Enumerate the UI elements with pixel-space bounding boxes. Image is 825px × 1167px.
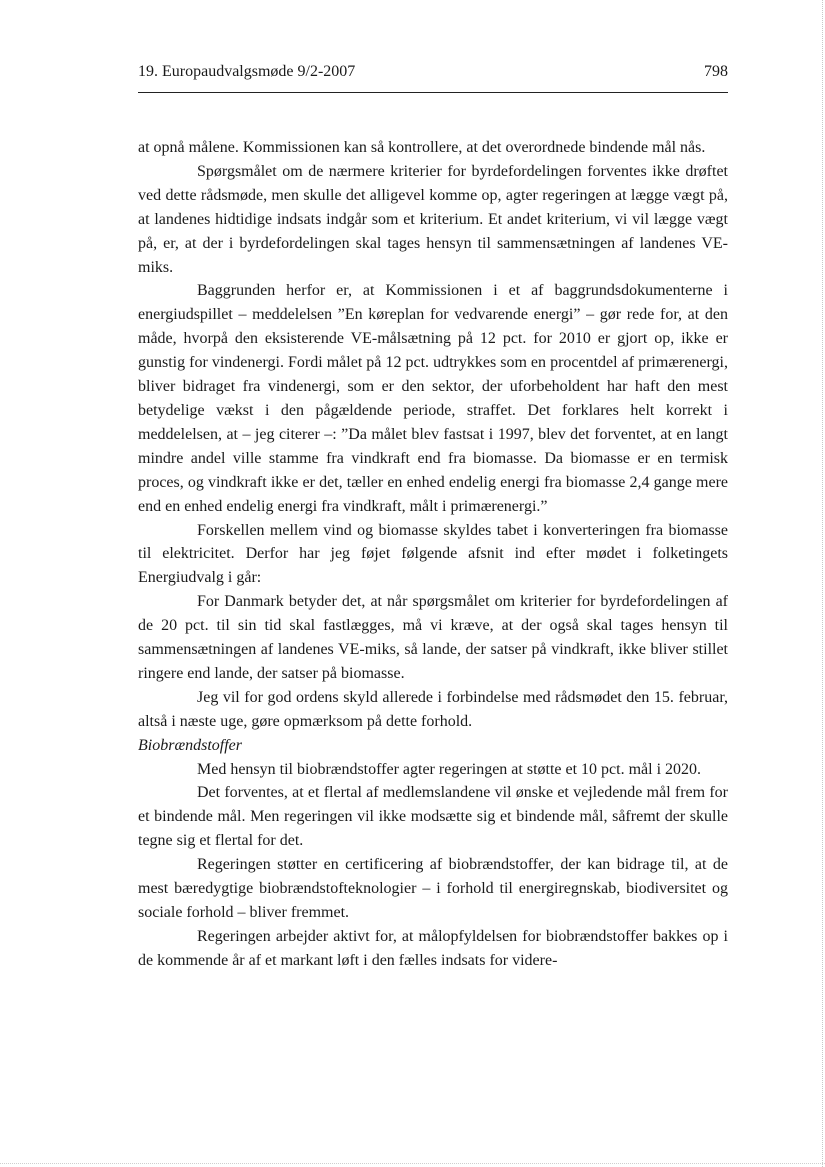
section-heading-biobraendstoffer: Biobrændstoffer: [138, 736, 243, 754]
paragraph-byrdefordeling: Spørgsmålet om de nærmere kriterier for byrdefordelingen forventes ikke drøftet ved dette rådsmøde, men skulle det alligevel komme op, agter regeringen at lægge vægt på, at landenes hidtidige indsats indgår som et kriterium. Et andet kriterium, vi vil lægge vægt på, er, at der i byrdefordelingen skal tages hensyn til sammensætningen af landenes VE-miks.: [138, 162, 728, 276]
body-text: [138, 136, 728, 973]
paragraph-for-danmark: For Danmark betyder det, at når spørgsmålet om kriterier for byrdefordelingen af de 20 pct. til sin tid skal fastlægges, må vi kræve, at der også skal tages hensyn til sammensætningen af landenes VE-miks, så lande, der satser på vindkraft, ikke bliver stillet ringere end lande, der satser på biomasse.: [138, 593, 728, 682]
scan-edge-bottom: [0, 1163, 825, 1164]
paragraph-forskellen: Forskellen mellem vind og biomasse skyldes tabet i konverteringen fra biomasse til elektricitet. Derfor har jeg føjet følgende afsnit ind efter mødet i folketingets Energiudvalg i går:: [138, 521, 728, 587]
paragraph-maalopfyldelse: Regeringen arbejder aktivt for, at målopfyldelsen for biobrændstoffer bakkes op i de kommende år af et markant løft i den fælles indsats for videre-: [138, 927, 728, 969]
header-rule: [138, 92, 728, 93]
paragraph-god-ordens-skyld: Jeg vil for god ordens skyld allerede i forbindelse med rådsmødet den 15. februar, altså i næste uge, gøre opmærksom på dette forhold.: [138, 688, 728, 730]
page-number: 798: [704, 63, 728, 80]
running-header: [138, 62, 728, 86]
paragraph-continuation: at opnå målene. Kommissionen kan så kontrollere, at det overordnede bindende mål nås.: [138, 139, 706, 156]
paragraph-flertal: Det forventes, at et flertal af medlemslandene vil ønske et vejledende mål frem for et bindende mål. Men regeringen vil ikke modsætte sig et bindende mål, såfremt der skulle tegne sig et flertal for det.: [138, 784, 728, 850]
paragraph-10-pct-maal: Med hensyn til biobrændstoffer agter regeringen at støtte et 10 pct. mål i 2020.: [197, 760, 702, 778]
scan-edge-right: [822, 0, 823, 1167]
paragraph-baggrund: Baggrunden herfor er, at Kommissionen i et af baggrundsdokumenterne i energiudspillet – meddelelsen ”En køreplan for vedvarende energi” – gør rede for, at den måde, hvorpå den eksisterende VE-målsætning på 12 pct. for 2010 er gjort op, ikke er gunstig for vindenergi. Fordi målet på 12 pct. udtrykkes som en procentdel af primærenergi, bliver bidraget fra vindenergi, som er den sektor, der uforbeholdent har haft den mest betydelige vækst i den pågældende periode, straffet. Det forklares helt korrekt i meddelelsen, at – jeg citerer –: ”Da målet blev fastsat i 1997, blev det forventet, at en langt mindre andel ville stamme fra vindkraft end fra biomasse. Da biomasse er en termisk proces, og vindkraft ikke er det, tæller en enhed endelig energi fra biomasse 2,4 gange mere end en enhed endelig energi fra vindkraft, målt i primærenergi.”: [138, 282, 728, 515]
header-title: 19. Europaudvalgsmøde 9/2-2007: [138, 63, 356, 80]
paragraph-certificering: Regeringen støtter en certificering af biobrændstoffer, der kan bidrage til, at de mest bæredygtige biobrændstofteknologier – i forhold til energiregnskab, biodiversitet og sociale forhold – bliver fremmet.: [138, 856, 728, 921]
